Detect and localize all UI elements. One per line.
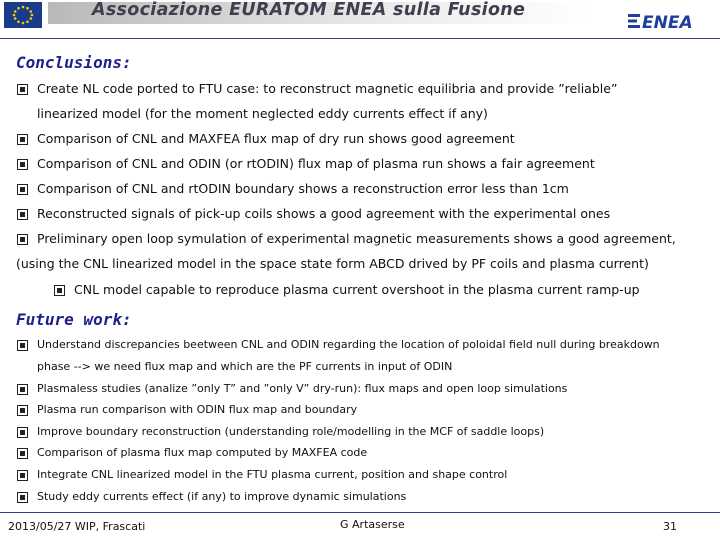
checkbox-bullet-icon <box>17 159 28 170</box>
conclusion-item: Comparison of CNL and ODIN (or rtODIN) flux map of plasma run shows a fair agreement <box>37 156 595 171</box>
future-work-item-continuation: phase --> we need flux map and which are the PF currents in input of ODIN <box>37 360 453 373</box>
future-work-item: Understand discrepancies beetween CNL and ODIN regarding the location of poloidal field null during breakdown <box>37 338 660 351</box>
checkbox-bullet-icon <box>17 427 28 438</box>
checkbox-bullet-icon <box>17 405 28 416</box>
future-work-item: Comparison of plasma flux map computed by MAXFEA code <box>37 446 368 459</box>
conclusion-subitem: CNL model capable to reproduce plasma current overshoot in the plasma current ramp-up <box>74 282 640 297</box>
checkbox-bullet-icon <box>17 209 28 220</box>
checkbox-bullet-icon <box>17 340 28 351</box>
page-number: 31 <box>663 520 677 533</box>
conclusion-item: Reconstructed signals of pick-up coils shows a good agreement with the experimental ones <box>37 206 611 221</box>
conclusion-item: Create NL code ported to FTU case: to reconstruct magnetic equilibria and provide ”reliable” <box>37 81 618 96</box>
slide-header <box>0 0 720 40</box>
enea-logo-text: ENEA <box>642 13 693 32</box>
conclusion-item: Comparison of CNL and MAXFEA flux map of dry run shows good agreement <box>37 131 515 146</box>
footer-divider <box>0 512 720 513</box>
checkbox-bullet-icon <box>17 134 28 145</box>
footer-author: G Artaserse <box>340 518 405 531</box>
checkbox-bullet-icon <box>17 448 28 459</box>
future-work-item: Improve boundary reconstruction (understanding role/modelling in the MCF of saddle loops) <box>37 425 545 438</box>
future-work-item: Integrate CNL linearized model in the FTU plasma current, position and shape control <box>37 468 508 481</box>
future-work-item: Plasma run comparison with ODIN flux map and boundary <box>37 403 358 416</box>
header-divider <box>0 38 720 39</box>
conclusion-item: Comparison of CNL and rtODIN boundary shows a reconstruction error less than 1cm <box>37 181 569 196</box>
conclusion-item: Preliminary open loop symulation of experimental magnetic measurements shows a good agreement, <box>37 231 676 246</box>
checkbox-bullet-icon <box>17 84 28 95</box>
checkbox-bullet-icon <box>17 234 28 245</box>
future-work-item: Plasmaless studies (analize ”only T” and ”only V” dry-run): flux maps and open loop simulations <box>37 382 568 395</box>
checkbox-bullet-icon <box>54 285 65 296</box>
conclusions-heading: Conclusions: <box>16 53 132 72</box>
checkbox-bullet-icon <box>17 384 28 395</box>
checkbox-bullet-icon <box>17 470 28 481</box>
eu-flag-icon <box>4 2 42 28</box>
association-title: Associazione EURATOM ENEA sulla Fusione <box>92 0 526 20</box>
enea-logo <box>626 10 716 32</box>
future-work-heading: Future work: <box>16 310 132 329</box>
conclusion-item-continuation: (using the CNL linearized model in the space state form ABCD drived by PF coils and plasma current) <box>16 256 649 271</box>
footer-date-event: 2013/05/27 WIP, Frascati <box>8 520 146 533</box>
checkbox-bullet-icon <box>17 184 28 195</box>
conclusion-item-continuation: linearized model (for the moment neglected eddy currents effect if any) <box>37 106 488 121</box>
checkbox-bullet-icon <box>17 492 28 503</box>
future-work-item: Study eddy currents effect (if any) to improve dynamic simulations <box>37 490 407 503</box>
